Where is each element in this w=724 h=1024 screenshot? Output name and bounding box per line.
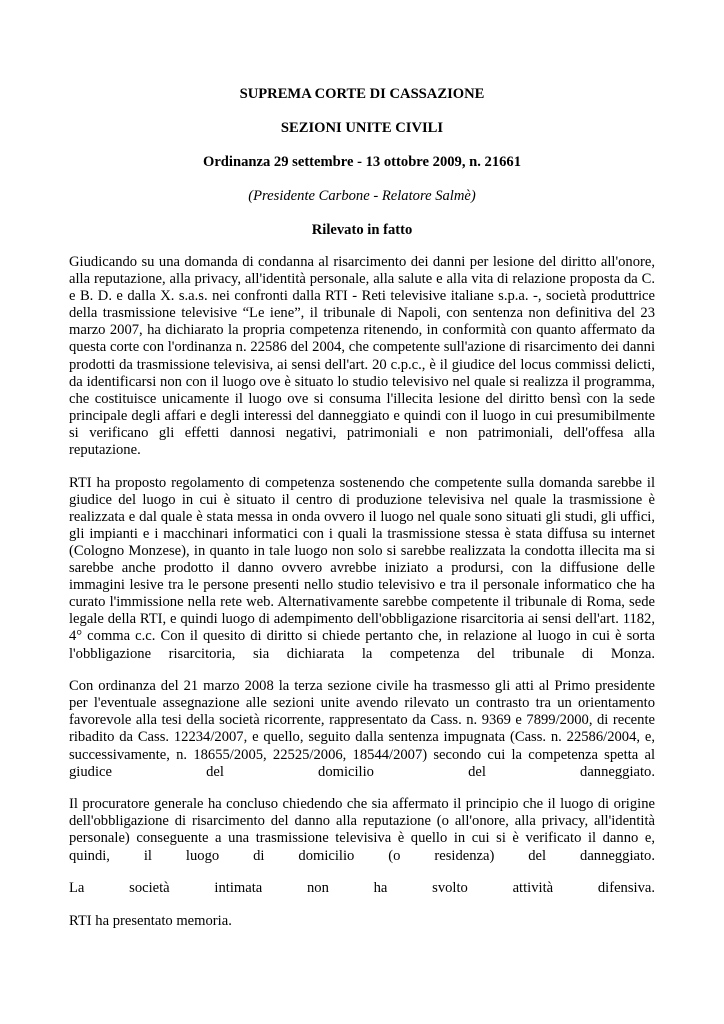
paragraph-1: Giudicando su una domanda di condanna al risarcimento dei danni per lesione del diritto all'onore, alla reputazione, alla privacy, all'identità personale, alla salute e alla vita di relazione proposta da C. e B. D. e dalla X. s.a.s. nei confronti dalla RTI - Reti televisive italiane s.p.a. -, società produttrice della trasmissione televisive “Le iene”, il tribunale di Napoli, con sentenza non definitiva del 23 marzo 2007, ha dichiarato la propria competenza ritenendo, in conformità con quanto affermato da questa corte con l'ordinanza n. 22586 del 2004, che competente sull'azione di risarcimento dei danni prodotti da trasmissione televisiva, ai sensi dell'art. 20 c.p.c., è il giudice del locus commissi delicti, da identificarsi non con il luogo ove è situato lo studio televisivo nel quale si realizza il programma, che costituisce unicamente il luogo ove si consuma l'illecita lesione del diritto bensì con la sede principale degli affari e degli interessi del danneggiato e quindi con il luogo in cui presumibilmente si verificano gli effetti dannosi negativi, patrimoniali e non patrimoniali, dell'offesa alla reputazione.	[69, 254, 655, 459]
paragraph-3: Con ordinanza del 21 marzo 2008 la terza sezione civile ha trasmesso gli atti al Primo presidente per l'eventuale assegnazione alle sezioni unite avendo rilevato un contrasto tra un orientamento favorevole alla tesi della società ricorrente, rappresentato da Cass. n. 9369 e 7899/2000, di recente ribadito da Cass. 12234/2007, e quello, seguito dalla sentenza impugnata (Cass. n. 22586/2004, e, successivamente, n. 18655/2005, 22525/2006, 18544/2007) secondo cui la competenza spetta al giudice del domicilio del danneggiato.	[69, 678, 655, 780]
judges-line: (Presidente Carbone - Relatore Salmè)	[248, 188, 476, 204]
paragraph-6: RTI ha presentato memoria.	[69, 912, 232, 929]
court-title: SUPREMA CORTE DI CASSAZIONE	[239, 86, 485, 102]
paragraph-4: Il procuratore generale ha concluso chiedendo che sia affermato il principio che il luogo di origine dell'obbligazione di risarcimento del danno alla reputazione (o all'onore, alla privacy, all'identità personale) conseguente a una trasmissione televisiva è quello in cui si è verificato il danno e, quindi, il luogo di domicilio (o residenza) del danneggiato.	[69, 796, 655, 864]
paragraph-5: La società intimata non ha svolto attività difensiva.	[69, 880, 655, 897]
document-page	[69, 86, 655, 945]
facts-heading: Rilevato in fatto	[311, 222, 413, 238]
court-section: SEZIONI UNITE CIVILI	[280, 120, 444, 136]
decree-reference: Ordinanza 29 settembre - 13 ottobre 2009, n. 21661	[202, 154, 522, 170]
paragraph-2: RTI ha proposto regolamento di competenza sostenendo che competente sulla domanda sarebbe il giudice del luogo in cui è situato il centro di produzione televisiva nel quale la trasmissione è realizzata e dal quale è stata messa in onda ovvero il luogo nel quale sono situati gli studi, gli uffici, gli impianti e i macchinari informatici con i quali la trasmissione stessa è stata diffusa su internet (Cologno Monzese), in quanto in tale luogo non solo si sarebbe realizzata la condotta illecita ma si sarebbe anche prodotto il danno ovvero avrebbe iniziato a prodursi, con la diffusione delle immagini lesive tra le persone presenti nello studio televisivo e tra il personale informatico che ha curato l'immissione nella rete web. Alternativamente sarebbe competente il tribunale di Roma, sede legale della RTI, e quindi luogo di adempimento dell'obbligazione risarcitoria ai sensi dell'art. 1182, 4° comma c.c. Con il quesito di diritto si chiede pertanto che, in relazione al luogo in cui è sorta l'obbligazione risarcitoria, sia dichiarata la competenza del tribunale di Monza.	[69, 474, 655, 662]
